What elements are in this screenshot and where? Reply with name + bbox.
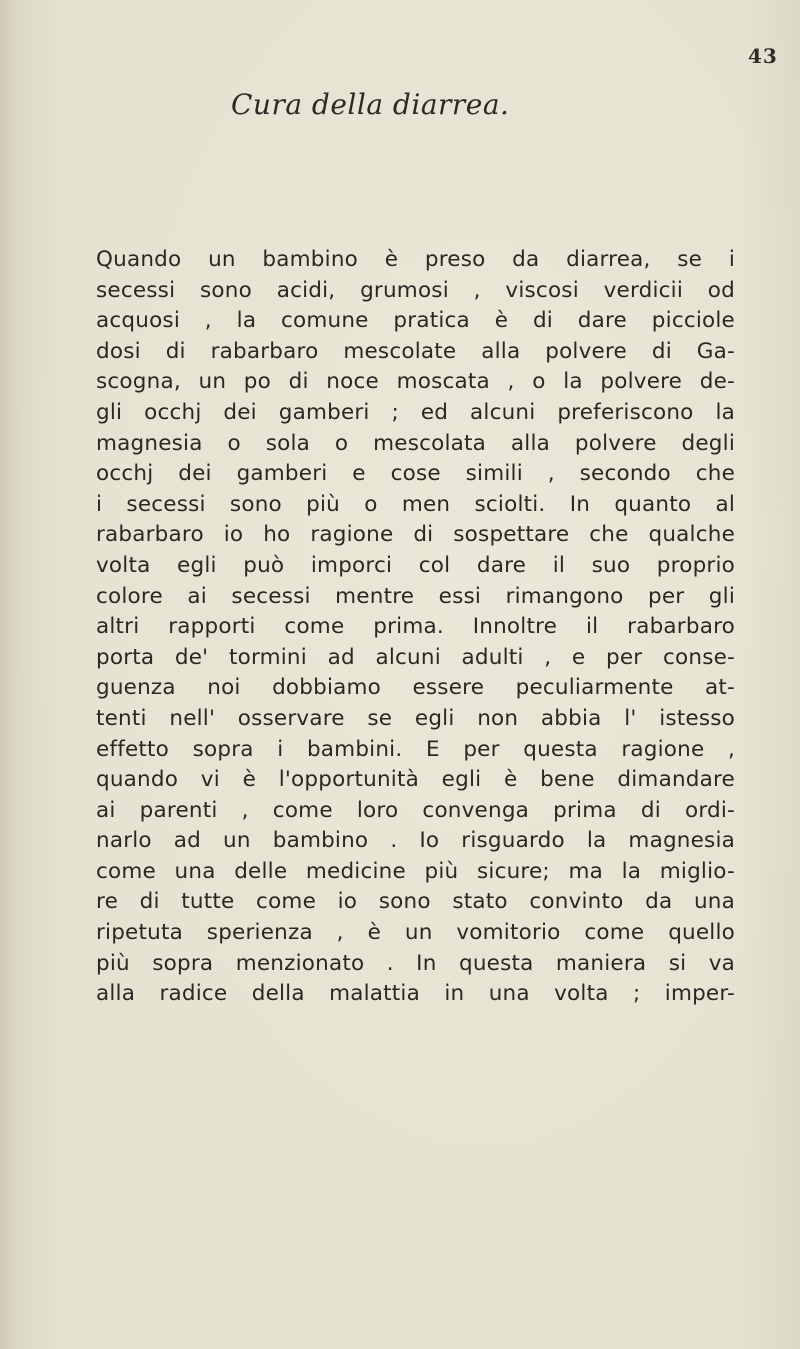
section-title: Cura della diarrea. [231, 88, 510, 121]
body-text [96, 245, 735, 1010]
text-line: re di tutte come io sono stato convinto da una [96, 889, 735, 915]
text-line: come una delle medicine più sicure; ma la miglio- [96, 858, 735, 884]
text-line: secessi sono acidi, grumosi , viscosi verdicii od [96, 277, 735, 303]
text-line: occhj dei gamberi e cose simili , secondo che [96, 461, 735, 487]
text-line: gli occhj dei gamberi ; ed alcuni preferiscono la [96, 399, 735, 425]
text-line: alla radice della malattia in una volta ; imper- [96, 981, 735, 1007]
text-line: guenza noi dobbiamo essere peculiarmente at- [96, 675, 735, 701]
text-line: ai parenti , come loro convenga prima di ordi- [96, 797, 735, 823]
text-line: rabarbaro io ho ragione di sospettare che qualche [96, 522, 735, 548]
text-line: scogna, un po di noce moscata , o la polvere de- [96, 369, 735, 395]
text-line: narlo ad un bambino . Io risguardo la magnesia [96, 828, 735, 854]
text-line: tenti nell' osservare se egli non abbia l' istesso [96, 705, 735, 731]
text-line: porta de' tormini ad alcuni adulti , e per conse- [96, 644, 735, 670]
text-line: Quando un bambino è preso da diarrea, se i [96, 247, 735, 272]
text-line: altri rapporti come prima. Innoltre il rabarbaro [96, 614, 735, 640]
text-line: quando vi è l'opportunità egli è bene dimandare [96, 767, 735, 793]
page-number: 43 [748, 44, 778, 68]
text-line: acquosi , la comune pratica è di dare picciole [96, 308, 735, 334]
text-line: effetto sopra i bambini. E per questa ragione , [96, 736, 735, 762]
text-line: magnesia o sola o mescolata alla polvere degli [96, 430, 735, 456]
text-line: più sopra menzionato . In questa maniera si va [96, 950, 735, 976]
text-line: ripetuta sperienza , è un vomitorio come quello [96, 920, 735, 946]
text-line: colore ai secessi mentre essi rimangono per gli [96, 583, 735, 609]
text-line: i secessi sono più o men sciolti. In quanto al [96, 491, 735, 517]
text-line: volta egli può imporci col dare il suo proprio [96, 552, 735, 578]
text-line: dosi di rabarbaro mescolate alla polvere di Ga- [96, 338, 735, 364]
